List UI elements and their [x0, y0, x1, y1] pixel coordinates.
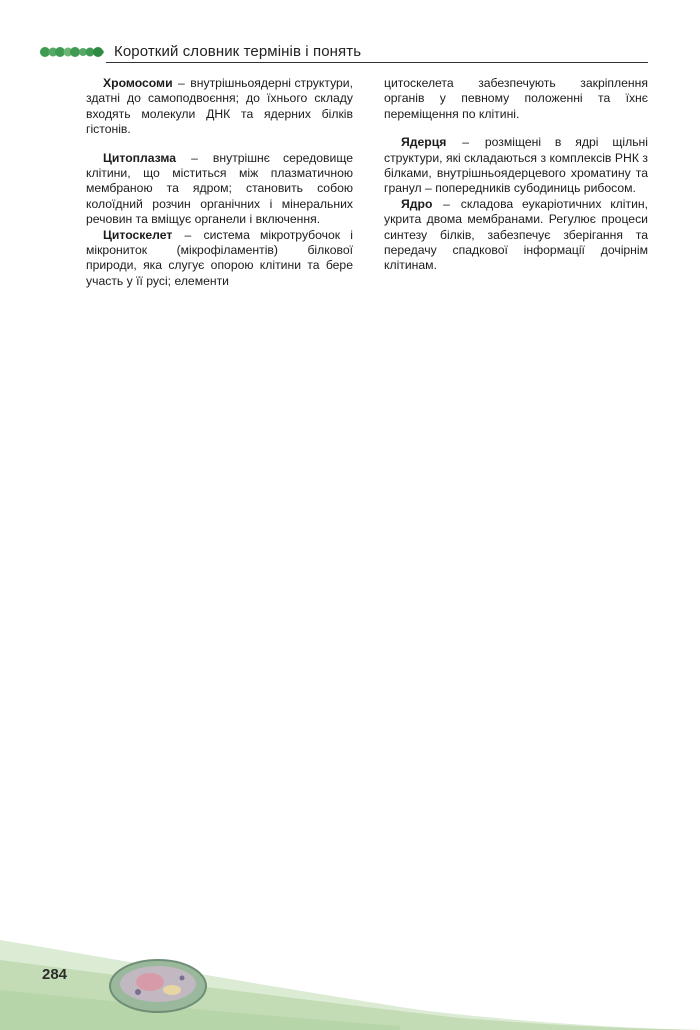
glossary-entry-chromosomes — [86, 76, 353, 138]
term-chromosomes: Хромосоми — [103, 76, 173, 90]
definition-cytoplasm: внутрішнє середовище клітини, що міститься між плазматичною мембраною та ядром; становить собою колоїдний розчин органічних і мінеральних речовин та вміщує органели і включення. — [86, 150, 353, 227]
cell-illustration-icon — [110, 960, 206, 1012]
glossary-column-left — [86, 76, 353, 289]
term-nucleoli: Ядерця — [401, 135, 447, 150]
definition-chromosomes: внутрішньоядерні структури, здатні до самоподвоєння; до їхнього складу входять молекули ДНК та ядерних білків гістонів. — [86, 76, 353, 137]
page-title: Короткий словник термінів і понять — [114, 43, 362, 60]
definition-nucleoli: розміщені в ядрі щільні структури, які складаються з комплексів РНК з білками, внутрішньоядерцевого хроматину та гранул – попередників субодиниць рибосом. — [384, 135, 648, 196]
term-dash: – — [191, 150, 198, 165]
term-dash: – — [178, 76, 185, 90]
page-number: 284 — [42, 966, 68, 983]
footer-wave-decoration — [0, 930, 700, 1030]
glossary-entry-nucleoli — [384, 135, 648, 197]
glossary-entry-cytoskeleton-continued: цитоскелета забезпечують закріплення органів у певному положенні та їхнє переміщення по клітині. — [384, 76, 648, 121]
term-nucleus: Ядро — [401, 196, 433, 211]
glossary-column-right — [384, 76, 648, 274]
glossary-entry-cytoskeleton — [86, 228, 353, 290]
term-dash: – — [184, 227, 192, 242]
term-cytoskeleton: Цитоскелет — [103, 227, 173, 242]
term-dash: – — [462, 135, 469, 150]
term-dash: – — [443, 196, 450, 211]
header-divider — [106, 62, 648, 63]
page-header — [40, 42, 648, 64]
definition-cytoskeleton: система мікротрубочок і мікрониток (мікрофіламентів) білкової природи, яка слугує опорою клітини та бере участь у її русі; елементи — [86, 227, 354, 288]
bead-ornament-icon — [40, 45, 104, 59]
glossary-entry-cytoplasm — [86, 151, 353, 228]
glossary-entry-nucleus — [384, 197, 648, 274]
definition-nucleus: складова еукаріотичних клітин, укрита двома мембранами. Регулює процеси синтезу білків, забезпечує зберігання та передачу спадкової інформації дочірнім клітинам. — [384, 196, 649, 273]
term-cytoplasm: Цитоплазма — [103, 150, 177, 165]
